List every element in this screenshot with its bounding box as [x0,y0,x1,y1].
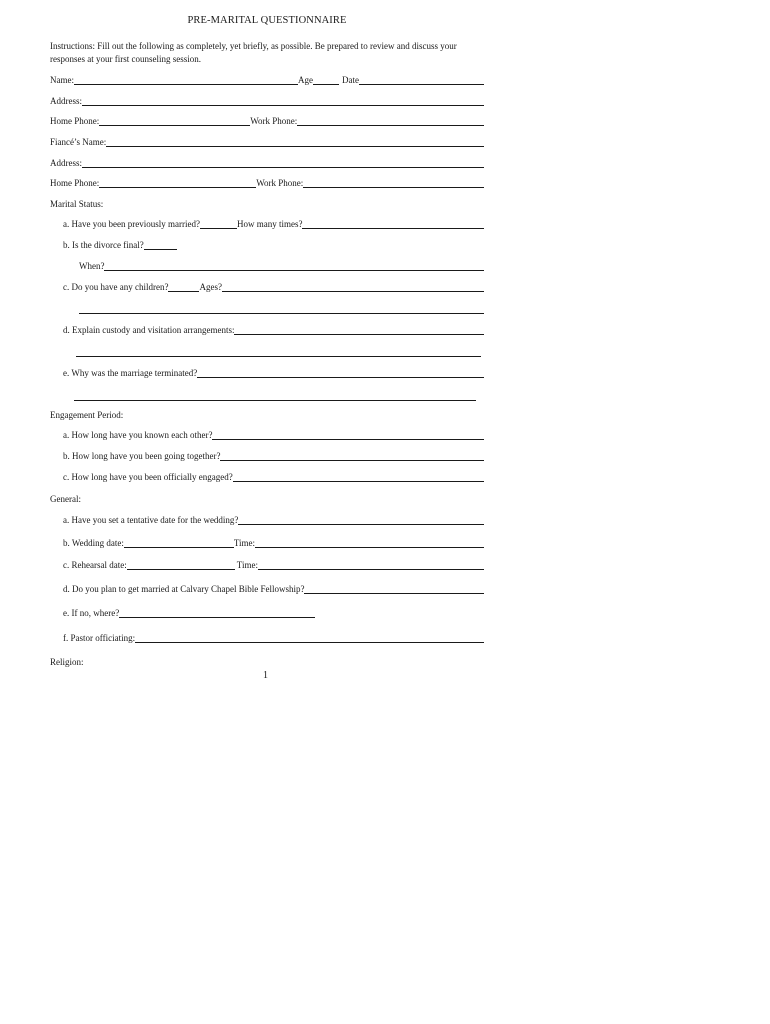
previously-married-label: a. Have you been previously married? [63,219,200,229]
rehearsal-time-label: Time: [234,560,258,570]
divorce-final-label: b. Is the divorce final? [63,240,144,250]
fiance-name-label: Fiancé’s Name: [50,137,107,147]
wedding-date-field[interactable] [124,538,234,548]
fiance-phone-row [50,175,484,189]
document-title: PRE-MARITAL QUESTIONNAIRE [187,15,347,26]
divorce-when-label: When? [79,261,105,271]
children-label: c. Do you have any children? [63,282,169,292]
ages-field[interactable] [222,282,484,292]
fiance-address-row [50,155,484,169]
home-phone-label: Home Phone: [50,116,100,126]
fiance-work-phone-field[interactable] [303,178,484,188]
going-together-field[interactable] [220,451,484,461]
wedding-time-field[interactable] [255,538,484,548]
wedding-date-row [63,535,484,549]
marriage-terminated-label: e. Why was the marriage terminated? [63,368,198,378]
calvary-chapel-label: d. Do you plan to get married at Calvary Chapel Bible Fellowship? [63,584,305,594]
if-no-where-label: e. If no, where? [63,608,120,618]
instructions-text: Instructions: Fill out the following as completely, yet briefly, as possible. Be prepared to review and discuss your responses at your first counseling session. [50,41,457,64]
officially-engaged-field[interactable] [233,472,484,482]
marriage-terminated-field[interactable] [197,368,484,378]
divorce-final-field[interactable] [144,240,177,250]
home-phone-field[interactable] [99,116,250,126]
fiance-home-phone-label: Home Phone: [50,178,100,188]
divorce-when-row [79,258,484,272]
date-label: Date [342,75,359,85]
divorce-when-field[interactable] [104,261,484,271]
custody-field[interactable] [234,325,484,335]
terminated-continuation-row [74,388,476,402]
if-no-where-row [63,605,315,619]
fiance-name-row [50,134,484,148]
rehearsal-date-label: c. Rehearsal date: [63,560,127,570]
children-field[interactable] [168,282,199,292]
marriage-terminated-row [63,365,484,379]
age-field[interactable] [313,75,339,85]
fiance-home-phone-field[interactable] [99,178,256,188]
fiance-work-phone-label: Work Phone: [256,178,304,188]
tentative-date-row [63,512,484,526]
age-label: Age [298,75,313,85]
wedding-date-label: b. Wedding date: [63,538,124,548]
how-many-times-label: How many times? [236,219,303,229]
pastor-officiating-field[interactable] [135,633,484,643]
rehearsal-date-row [63,557,484,571]
phone-row [50,113,484,127]
calvary-chapel-row [63,581,484,595]
name-row [50,72,484,86]
how-many-times-field[interactable] [302,219,484,229]
children-continuation-field[interactable] [79,304,484,314]
known-each-other-row [63,427,484,441]
date-field[interactable] [359,75,484,85]
children-continuation-row [79,301,484,315]
general-heading: General: [50,494,81,504]
rehearsal-time-field[interactable] [258,560,484,570]
marital-status-heading: Marital Status: [50,199,104,209]
custody-continuation-row [76,344,481,358]
previously-married-row [63,216,484,230]
fiance-name-field[interactable] [106,137,484,147]
rehearsal-date-field[interactable] [127,560,235,570]
known-each-other-field[interactable] [212,430,484,440]
officially-engaged-row [63,469,484,483]
religion-heading: Religion: [50,657,84,667]
if-no-where-field[interactable] [119,608,315,618]
work-phone-field[interactable] [297,116,484,126]
custody-continuation-field[interactable] [76,347,481,357]
going-together-row [63,448,484,462]
tentative-date-field[interactable] [238,515,484,525]
previously-married-field[interactable] [200,219,237,229]
ages-label: Ages? [199,282,222,292]
name-label: Name: [50,75,74,85]
officially-engaged-label: c. How long have you been officially engaged? [63,472,233,482]
work-phone-label: Work Phone: [250,116,298,126]
engagement-period-heading: Engagement Period: [50,410,124,420]
wedding-time-label: Time: [233,538,256,548]
page-number: 1 [263,670,268,681]
calvary-chapel-field[interactable] [304,584,484,594]
custody-label: d. Explain custody and visitation arrangements: [63,325,235,335]
terminated-continuation-field[interactable] [74,391,476,401]
fiance-address-label: Address: [50,158,82,168]
name-field[interactable] [74,75,298,85]
children-row [63,279,484,293]
address-row [50,93,484,107]
address-label: Address: [50,96,82,106]
known-each-other-label: a. How long have you known each other? [63,430,213,440]
divorce-final-row [63,237,484,251]
address-field[interactable] [82,96,484,106]
pastor-officiating-row [63,630,484,644]
going-together-label: b. How long have you been going together? [63,451,221,461]
tentative-date-label: a. Have you set a tentative date for the wedding? [63,515,239,525]
custody-row [63,322,484,336]
pastor-officiating-label: f. Pastor officiating: [63,633,136,643]
fiance-address-field[interactable] [82,158,484,168]
